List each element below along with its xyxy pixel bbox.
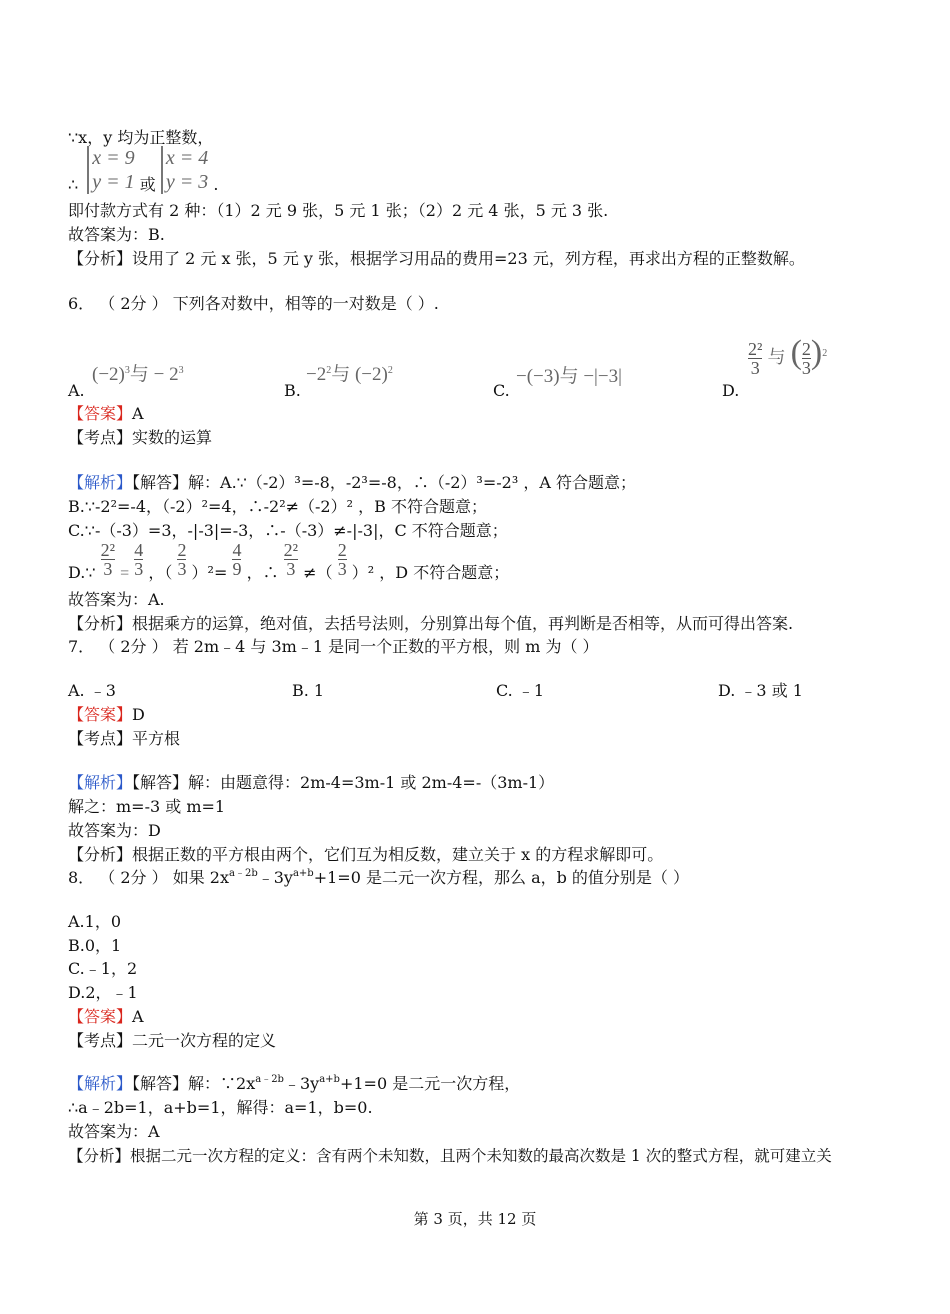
payment-line: 即付款方式有 2 种：（1）2 元 9 张，5 元 1 张；（2）2 元 4 张，5 元 3 张. bbox=[68, 201, 609, 220]
q6-option-a-label: A. bbox=[68, 381, 85, 400]
q6-option-a-math: $(-2)^3$与 − $2^3$ bbox=[92, 364, 184, 385]
analysis-line: 【分析】设用了 2 元 x 张，5 元 y 张，根据学习用品的费用=23 元，列方程，再求出方程的正整数解。 bbox=[68, 249, 805, 268]
q6-solution-4: D.∵ $\frac{\text{2²}}{3}$ = $\frac{4}{3}$ ，（ $\frac{2}{3}$ ）²= $\frac{4}{9}$ ，∴ $\frac{\text{2²}}{3}$ ≠（ $\frac{2}{3}$ ）² ，D 不符合题意； bbox=[68, 540, 510, 582]
q7-solution-1: 【解析】【解答】解：由题意得：2m-4=3m-1 或 2m-4=-（3m-1） bbox=[68, 773, 555, 792]
q7-solution-2: 解之：m=-3 或 m=1 bbox=[68, 797, 226, 816]
q6-answer: 【答案】A bbox=[68, 404, 144, 423]
q8-option-a: A.1，0 bbox=[68, 912, 122, 931]
q8-answer: 【答案】A bbox=[68, 1007, 144, 1026]
q7-stem: 7． （ 2分 ） 若 2m﹣4 与 3m﹣1 是同一个正数的平方根，则 m 为（ ） bbox=[68, 637, 599, 656]
q8-option-d: D.2，﹣1 bbox=[68, 983, 138, 1002]
q6-solution-5: 故答案为：A. bbox=[68, 590, 165, 609]
q6-knowledge-point: 【考点】实数的运算 bbox=[68, 428, 213, 447]
q7-knowledge-point: 【考点】平方根 bbox=[68, 729, 181, 748]
q6-stem: 6． （ 2分 ） 下列各对数中，相等的一对数是（ ）. bbox=[68, 294, 439, 313]
fraction: $\frac{\text{2²}}{3}$ bbox=[748, 339, 763, 378]
q7-option-d: D. ﹣3 或 1 bbox=[718, 681, 803, 700]
q7-option-c: C. ﹣1 bbox=[496, 681, 545, 700]
q6-analysis: 【分析】根据乘方的运算，绝对值，去括号法则，分别算出每个值，再判断是否相等，从而可得出答案. bbox=[68, 614, 794, 633]
system-line bbox=[68, 146, 218, 194]
q6-option-d-label: D. bbox=[722, 381, 740, 400]
q8-solution-3: 故答案为：A bbox=[68, 1122, 160, 1141]
reason-line: ∵x，y 均为正整数， bbox=[68, 128, 214, 147]
q8-solution-1: 【解析】【解答】解：$\because 2x^{a﹣2b}﹣3y^{a+b}+1=0$ 是二元一次方程， bbox=[68, 1074, 521, 1093]
period: . bbox=[213, 175, 219, 194]
fraction: $\frac{2}{3}$ bbox=[801, 339, 811, 378]
q7-option-a: A. ﹣3 bbox=[68, 681, 116, 700]
q6-solution-3: C.∵-（-3）=3，-|-3|=-3，∴-（-3）≠-|-3|，C 不符合题意； bbox=[68, 521, 508, 540]
equation-system-2: x = 4 y = 3 bbox=[161, 146, 208, 194]
q6-option-b-label: B. bbox=[284, 381, 301, 400]
q8-option-c: C.﹣1，2 bbox=[68, 959, 138, 978]
or-word: 或 bbox=[139, 175, 156, 194]
q8-stem: 8． （ 2分 ） 如果 $2x^{a﹣2b}﹣3y^{a+b}+1=0$ 是二元一次方程，那么 a，b 的值分别是（ ） bbox=[68, 868, 690, 887]
q6-option-c-label: C. bbox=[493, 381, 510, 400]
q6-solution-2: B.∵-2²=-4，（-2）²=4，∴-2²≠（-2）² ，B 不符合题意； bbox=[68, 497, 487, 516]
q6-option-c-math: −(−3)与 −|−3| bbox=[516, 366, 622, 387]
equation-system-1: x = 9 y = 1 bbox=[87, 146, 134, 194]
q6-option-d-math: $\frac{\text{2²}}{3}$ 与 ( $\frac{2}{3}$ )$^2$ bbox=[748, 334, 828, 378]
therefore-symbol: ∴ bbox=[68, 175, 79, 194]
q8-analysis: 【分析】根据二元一次方程的定义：含有两个未知数，且两个未知数的最高次数是 1 次的整式方程，就可建立关 bbox=[68, 1147, 832, 1165]
q7-option-b: B. 1 bbox=[292, 681, 325, 700]
q8-option-b: B.0，1 bbox=[68, 936, 122, 955]
page-footer: 第 3 页，共 12 页 bbox=[413, 1210, 537, 1228]
q6-option-b-math: $-2^2$与 $(-2)^2$ bbox=[306, 364, 393, 385]
q7-analysis: 【分析】根据正数的平方根由两个，它们互为相反数，建立关于 x 的方程求解即可。 bbox=[68, 845, 664, 864]
q7-solution-3: 故答案为：D bbox=[68, 821, 161, 840]
q6-solution-1: 【解析】【解答】解：A.∵（-2）³=-8，-2³=-8，∴（-2）³=-2³ ，A 符合题意； bbox=[68, 473, 636, 492]
answer-line: 故答案为：B. bbox=[68, 225, 165, 244]
q8-solution-2: ∴a﹣2b=1，a+b=1，解得：a=1，b=0. bbox=[68, 1098, 373, 1117]
q7-answer: 【答案】D bbox=[68, 705, 145, 724]
q8-knowledge-point: 【考点】二元一次方程的定义 bbox=[68, 1031, 277, 1050]
